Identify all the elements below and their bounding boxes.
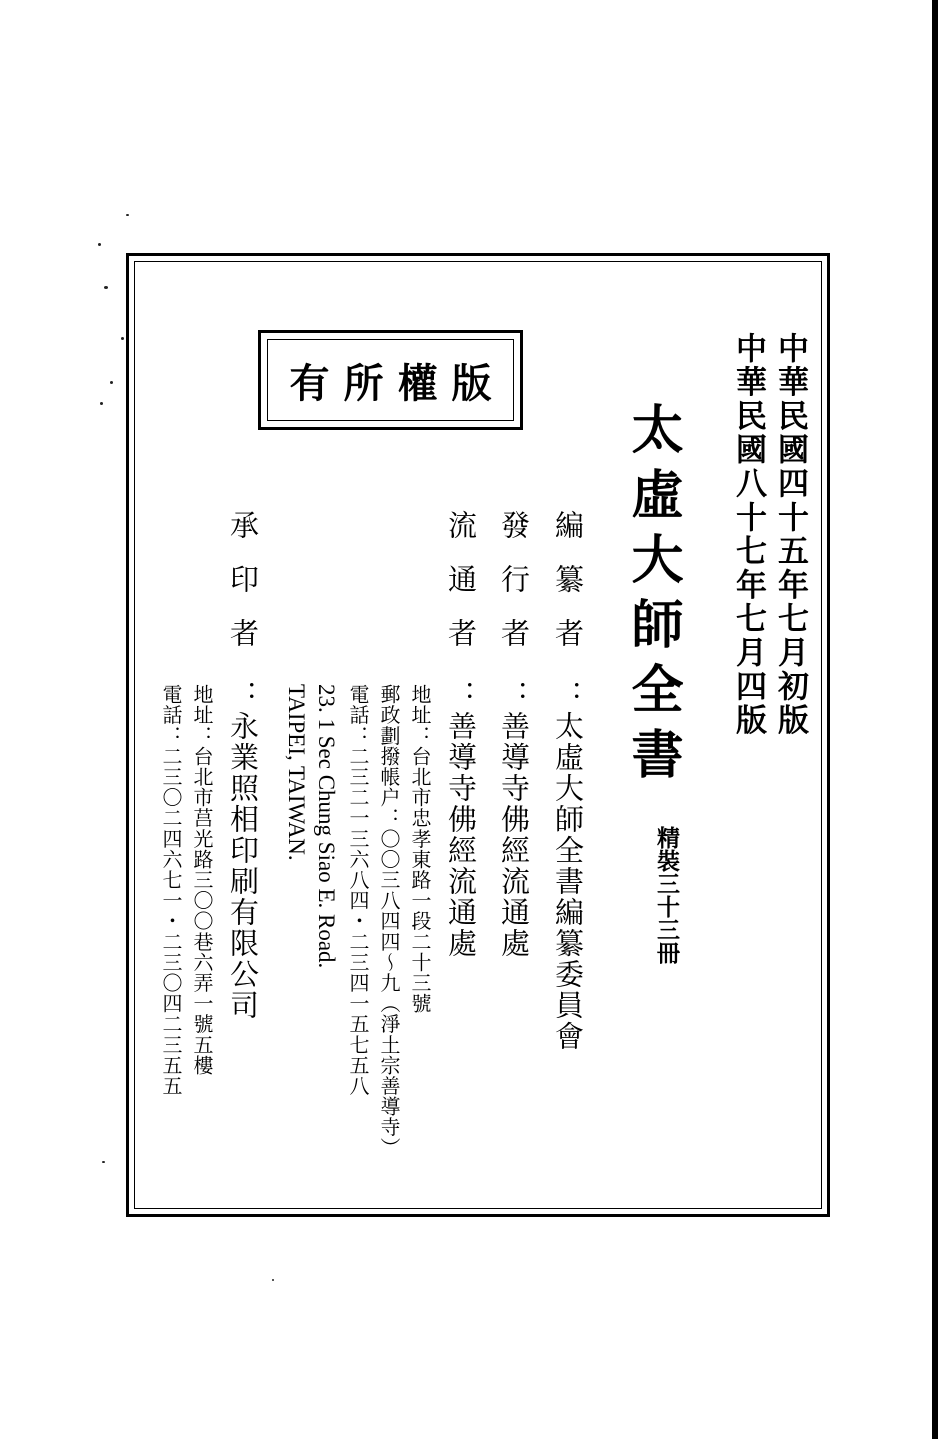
distributor-phone: 電話：二三二一三六八四・二三四一五七五八 [346, 684, 370, 1096]
scan-speck [110, 381, 113, 384]
printer-address: 地址：台北市莒光路三〇〇巷六弄一號五樓 [190, 684, 214, 1076]
edition-fourth-date: 中華民國八十七年七月四版 [730, 332, 766, 738]
scan-speck [98, 243, 101, 246]
distributor-english-address-line2: TAIPEI, TAIWAN. [284, 684, 309, 861]
printer-value: ：永業照相印刷有限公司 [226, 680, 260, 1021]
scan-speck [100, 402, 103, 405]
scan-speck [102, 1161, 105, 1163]
compiler-value: ：太虛大師全書編纂委員會 [551, 680, 585, 1052]
printer-phone: 電話：二三〇二四六七一・二三〇四二三五五 [159, 684, 183, 1096]
volume-count: 精裝三十三冊 [653, 826, 679, 964]
scan-speck [272, 1279, 274, 1281]
compiler-label: 編纂者 [551, 510, 585, 672]
scan-speck [121, 337, 124, 340]
copyright-notice: 有所權版 [289, 360, 506, 407]
distributor-label: 流通者 [444, 510, 478, 672]
scan-speck [126, 214, 129, 216]
book-title: 太虛大師全書 [622, 402, 683, 792]
distributor-value: ：善導寺佛經流通處 [444, 680, 478, 959]
edition-first-date: 中華民國四十五年七月初版 [772, 332, 808, 738]
printer-label: 承印者 [226, 510, 260, 672]
scan-speck [104, 286, 108, 289]
copyright-box [267, 339, 514, 421]
publisher-label: 發行者 [497, 510, 531, 672]
distributor-english-address-line1: 23. 1 Sec Chung Siao E. Road. [314, 684, 339, 969]
publisher-value: ：善導寺佛經流通處 [497, 680, 531, 959]
distributor-address: 地址：台北市忠孝東路一段二十三號 [408, 684, 432, 1014]
page-edge-border [932, 0, 938, 1439]
distributor-postal-account: 郵政劃撥帳户：〇〇三八四四〜九（淨土宗善導寺） [377, 684, 401, 1158]
